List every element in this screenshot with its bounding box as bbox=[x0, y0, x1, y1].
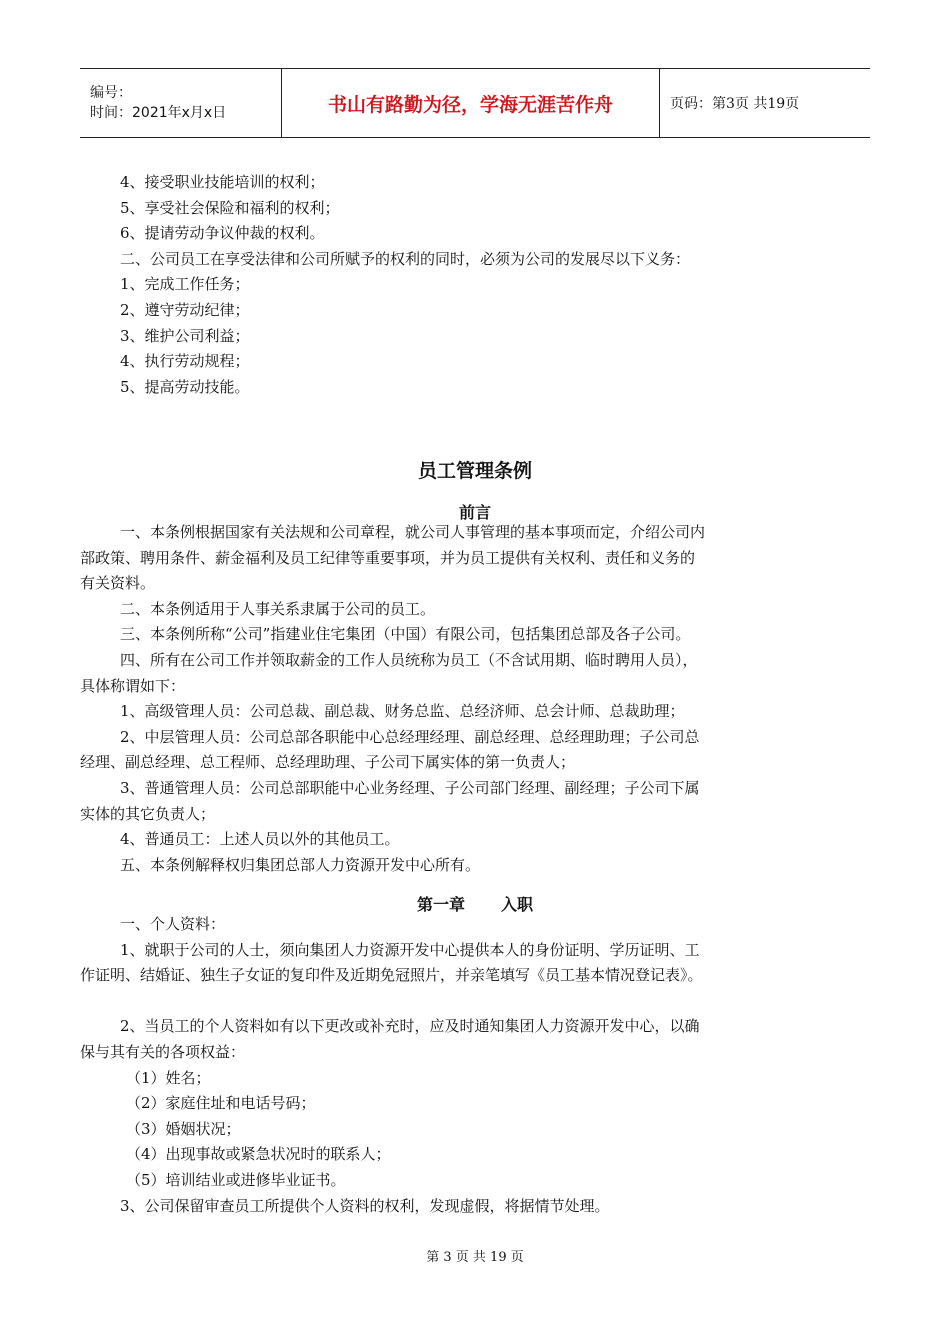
preface-line: 三、本条例所称“公司”指建业住宅集团（中国）有限公司，包括集团总部及各子公司。 bbox=[120, 625, 691, 644]
preface-line: 四、所有在公司工作并领取薪金的工作人员统称为员工（不含试用期、临时聘用人员）， bbox=[120, 650, 698, 669]
preface-line: 4、普通员工：上述人员以外的其他员工。 bbox=[120, 830, 400, 849]
rights-list-item: 6、提请劳动争议仲裁的权利。 bbox=[120, 224, 325, 243]
rights-list-item: 4、接受职业技能培训的权利； bbox=[120, 173, 325, 191]
rights-list-item: 5、提高劳动技能。 bbox=[120, 377, 250, 396]
chapter-body bbox=[80, 912, 870, 1219]
header-page-info: 页码：第3页 共19页 bbox=[670, 96, 800, 112]
chapter-line: 1、就职于公司的人士，须向集团人力资源开发中心提供本人的身份证明、学历证明、工 bbox=[120, 940, 700, 959]
rights-list-item: 5、享受社会保险和福利的权利； bbox=[120, 198, 340, 217]
rights-list-item: 4、执行劳动规程； bbox=[120, 352, 250, 371]
document-title: 员工管理条例 bbox=[417, 460, 532, 482]
document-time-label: 时间：2021年x月x日 bbox=[90, 105, 227, 121]
header-meta bbox=[80, 69, 282, 137]
preface-body bbox=[80, 520, 870, 878]
chapter-line: （5）培训结业或进修毕业证书。 bbox=[126, 1170, 346, 1189]
page-header bbox=[80, 68, 870, 138]
chapter-line bbox=[80, 989, 870, 1015]
header-motto: 书山有路勤为径，学海无涯苦作舟 bbox=[282, 69, 660, 137]
rights-list-item: 二、公司员工在享受法律和公司所赋予的权利的同时，必须为公司的发展尽以下义务： bbox=[120, 249, 691, 268]
chapter-line: （2）家庭住址和电话号码； bbox=[126, 1094, 316, 1113]
rights-list-item: 2、遵守劳动纪律； bbox=[120, 300, 250, 319]
preface-line: 二、本条例适用于人事关系隶属于公司的员工。 bbox=[120, 599, 436, 618]
chapter-line: 一、个人资料： bbox=[120, 915, 226, 933]
rights-list-item: 1、完成工作任务； bbox=[120, 275, 250, 294]
preface-line: 实体的其它负责人； bbox=[80, 804, 216, 823]
page-footer: 第 3 页 共 19 页 bbox=[426, 1250, 524, 1265]
preface-line: 部政策、聘用条件、薪金福利及员工纪律等重要事项，并为员工提供有关权利、责任和义务的 bbox=[80, 548, 696, 567]
preface-title: 前言 bbox=[458, 503, 491, 522]
chapter-line: 作证明、结婚证、独生子女证的复印件及近期免冠照片，并亲笔填写《员工基本情况登记表》。 bbox=[80, 966, 703, 985]
chapter-line: （3）婚姻状况； bbox=[126, 1119, 241, 1138]
document-number-label: 编号： bbox=[90, 85, 132, 101]
preface-line: 1、高级管理人员：公司总裁、副总裁、财务总监、总经济师、总会计师、总裁助理； bbox=[120, 702, 685, 721]
preface-line: 3、普通管理人员：公司总部职能中心业务经理、子公司部门经理、副经理；子公司下属 bbox=[120, 778, 700, 797]
chapter-line: 保与其有关的各项权益： bbox=[80, 1042, 246, 1061]
rights-list bbox=[120, 170, 880, 400]
preface-line: 有关资料。 bbox=[80, 574, 156, 593]
preface-line: 经理、副总经理、总工程师、总经理助理、子公司下属实体的第一负责人； bbox=[80, 753, 576, 772]
chapter-number: 第一章 bbox=[416, 895, 465, 914]
preface-line: 五、本条例解释权归集团总部人力资源开发中心所有。 bbox=[120, 855, 481, 874]
preface-line: 具体称谓如下： bbox=[80, 676, 186, 695]
chapter-line: 2、当员工的个人资料如有以下更改或补充时，应及时通知集团人力资源开发中心，以确 bbox=[120, 1017, 700, 1036]
preface-line: 一、本条例根据国家有关法规和公司章程，就公司人事管理的基本事项而定，介绍公司内 bbox=[120, 523, 706, 541]
chapter-line: 3、公司保留审查员工所提供个人资料的权利，发现虚假，将据情节处理。 bbox=[120, 1196, 610, 1215]
chapter-line: （1）姓名； bbox=[126, 1068, 211, 1087]
chapter-name: 入职 bbox=[501, 895, 534, 914]
preface-line: 2、中层管理人员：公司总部各职能中心总经理经理、副总经理、总经理助理；子公司总 bbox=[120, 727, 700, 746]
chapter-line: （4）出现事故或紧急状况时的联系人； bbox=[126, 1145, 391, 1164]
rights-list-item: 3、维护公司利益； bbox=[120, 326, 250, 345]
